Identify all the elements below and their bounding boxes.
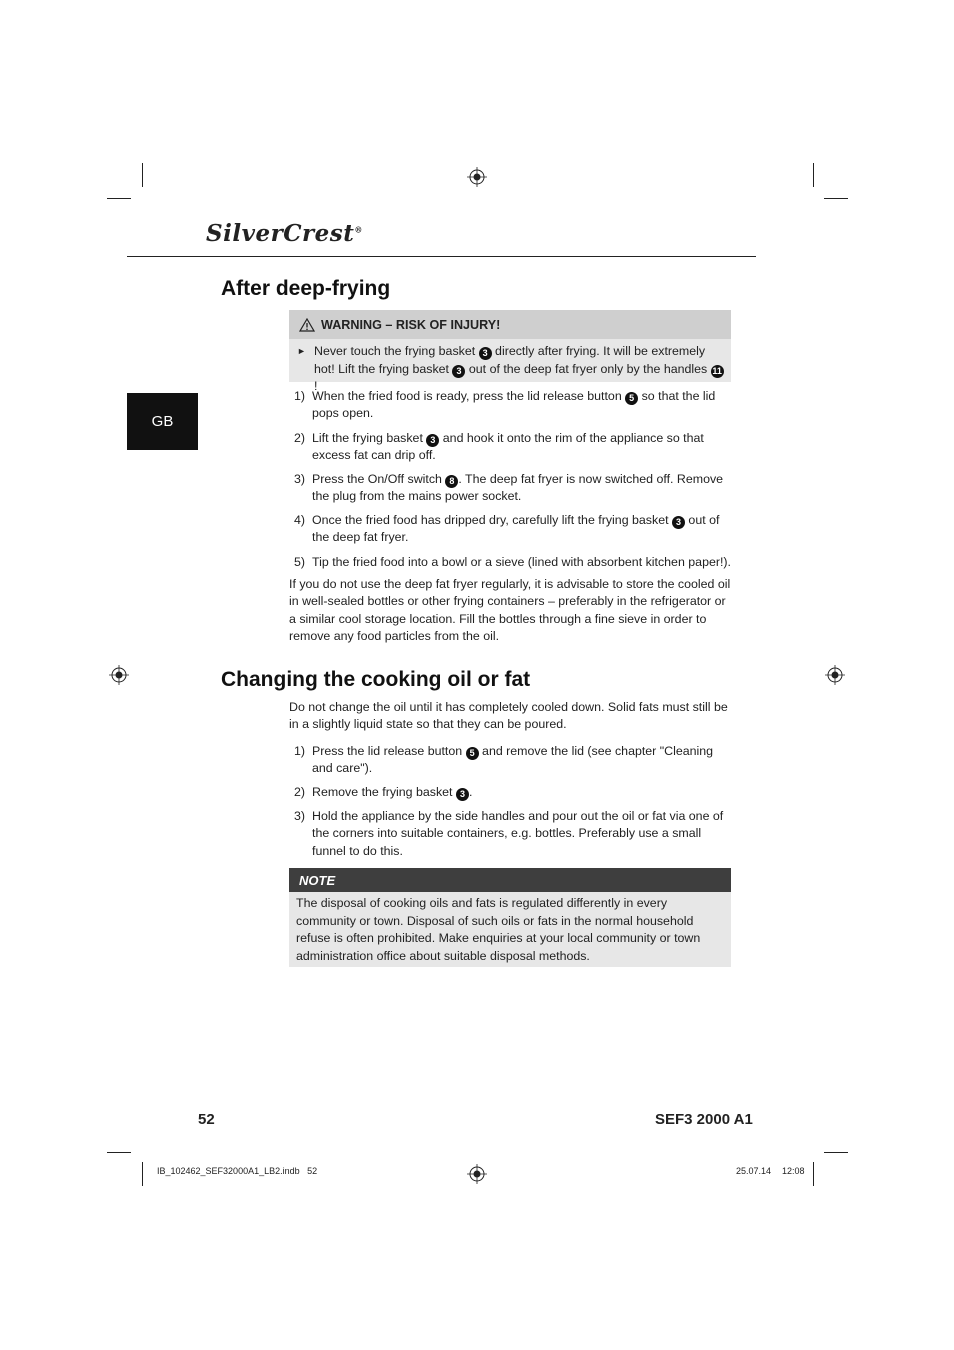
text-run: Hold the appliance by the side handles and pour out the oil or fat via one of the corners into suitable containers, e.g. bottles. Preferably use a small funnel to do this.	[312, 809, 724, 858]
component-number-badge: 3	[426, 434, 439, 447]
step-text	[312, 784, 732, 801]
note-header	[289, 868, 731, 892]
registration-mark-icon	[109, 665, 129, 685]
bullet-arrow-icon: ►	[297, 346, 306, 356]
registration-mark-icon	[467, 1164, 487, 1184]
component-number-badge: 3	[479, 347, 492, 360]
component-number-badge: 8	[445, 475, 458, 488]
crop-mark	[813, 163, 814, 187]
text-run: Once the fried food has dripped dry, carefully lift the frying basket	[312, 513, 672, 527]
warning-body	[289, 339, 731, 394]
text-run: Press the lid release button	[312, 744, 466, 758]
section-title-after-deep-frying: After deep-frying	[221, 277, 391, 300]
step-text	[312, 471, 732, 506]
crop-mark	[824, 1152, 848, 1153]
step-text	[312, 512, 732, 547]
component-number-badge: 5	[625, 392, 638, 405]
paragraph-text: If you do not use the deep fat fryer regularly, it is advisable to store the cooled oil in well-sealed bottles or other frying containers – preferably in the refrigerator or a similar cool storage location. Fill the bottles through a fine sieve in order to remove any food particles from the oil.	[289, 577, 731, 643]
step-number: 1)	[294, 744, 306, 758]
model-number: SEF3 2000 A1	[655, 1111, 753, 1128]
text-run: out of the deep fat fryer.	[312, 513, 720, 545]
text-run: When the fried food is ready, press the lid release button	[312, 389, 626, 403]
component-number-badge: 5	[466, 747, 479, 760]
text-run: and remove the lid (see chapter "Cleaning and care").	[312, 744, 714, 776]
trademark-symbol: ®	[354, 224, 363, 235]
print-date: 25.07.14	[736, 1166, 772, 1176]
warning-triangle-icon	[299, 318, 315, 332]
step-text	[312, 388, 732, 423]
text-run: so that the lid pops open.	[312, 389, 716, 421]
print-time: 12:08	[782, 1166, 805, 1176]
page-number: 52	[198, 1111, 215, 1128]
language-tab: GB	[127, 393, 198, 450]
step-number: 2)	[294, 431, 306, 445]
text-run: out of the deep fat fryer only by the handles	[465, 361, 711, 376]
file-info: IB_102462_SEF32000A1_LB2.indb 52	[157, 1166, 318, 1176]
intro-paragraph	[289, 699, 731, 734]
step-number: 1)	[294, 389, 306, 403]
text-run: . The deep fat fryer is now switched off. Remove the plug from the mains power socket.	[312, 472, 724, 504]
storage-paragraph	[289, 576, 731, 645]
text-run: .	[468, 785, 473, 799]
crop-mark	[107, 198, 131, 199]
step-text	[312, 743, 732, 778]
brand-name: SilverCrest	[206, 220, 355, 247]
component-number-badge: 3	[452, 365, 465, 378]
text-run: Remove the frying basket	[312, 785, 456, 799]
text-run: Never touch the frying basket	[314, 344, 479, 358]
component-number-badge: 11	[712, 365, 722, 376]
note-body	[289, 892, 731, 967]
crop-mark	[824, 198, 848, 199]
step-number: 3)	[294, 472, 306, 486]
text-run: Press the On/Off switch	[312, 472, 446, 486]
step-text	[312, 808, 732, 860]
warning-title: WARNING – RISK OF INJURY!	[321, 317, 501, 332]
crop-mark	[142, 163, 143, 187]
step-text	[312, 554, 732, 571]
crop-mark	[813, 1162, 814, 1186]
text-run: Lift the frying basket	[312, 431, 427, 445]
brand-logo	[206, 220, 363, 247]
section-title-changing-oil: Changing the cooking oil or fat	[221, 668, 531, 691]
component-number-badge: 3	[672, 516, 685, 529]
note-text: The disposal of cooking oils and fats is regulated differently in every community or town. Disposal of such oils or fats in the normal household refuse is often prohibited. Make enquiries at your local community or town administration office about suitable disposal methods.	[296, 896, 701, 963]
header-divider	[127, 256, 756, 257]
step-number: 3)	[294, 809, 306, 823]
warning-header	[289, 310, 731, 339]
registration-mark-icon	[825, 665, 845, 685]
crop-mark	[142, 1162, 143, 1186]
text-run: Tip the fried food into a bowl or a sieve (lined with absorbent kitchen paper!).	[312, 555, 731, 569]
text-run: and hook it onto the rim of the appliance so that excess fat can drip off.	[312, 431, 704, 463]
step-number: 4)	[294, 513, 306, 527]
note-title: NOTE	[299, 872, 336, 888]
paragraph-text: Do not change the oil until it has completely cooled down. Solid fats must still be in a slightly liquid state so that they can be poured.	[289, 700, 728, 732]
crop-mark	[107, 1152, 131, 1153]
step-number: 2)	[294, 785, 306, 799]
step-text	[312, 430, 732, 465]
step-number: 5)	[294, 555, 306, 569]
component-number-badge: 3	[456, 788, 469, 801]
text-run: directly after frying. It will be extremely hot! Lift the frying basket	[314, 344, 706, 376]
text-run: !	[314, 379, 318, 394]
registration-mark-icon	[467, 167, 487, 187]
